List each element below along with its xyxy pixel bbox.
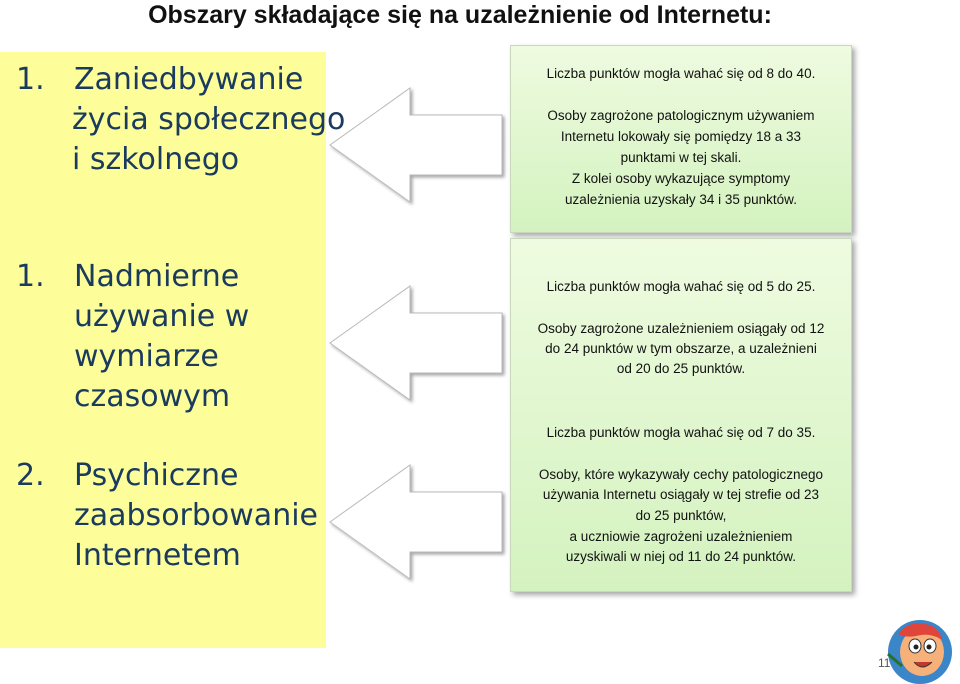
score-text-line: od 20 do 25 punktów. — [616, 361, 746, 376]
area-label-line: zaabsorbowanie — [74, 498, 318, 533]
area-label-line: Internetem — [74, 538, 241, 573]
area-number: 2. — [16, 458, 45, 493]
area-number: 1. — [16, 259, 45, 294]
score-text-line: używania Internetu osiągały w tej strefie od 23 — [542, 487, 820, 502]
area-label-line: Zaniedbywanie — [74, 62, 304, 97]
arrow-left-1 — [330, 88, 502, 202]
score-text-line: uzależnienia uzyskały 34 i 35 punktów. — [565, 192, 797, 207]
score-text-line: Liczba punktów mogła wahać się od 5 do 25. — [546, 279, 816, 294]
score-text-line: Liczba punktów mogła wahać się od 7 do 35. — [546, 425, 816, 440]
score-text-line: Internetu lokowały się pomiędzy 18 a 33 — [560, 129, 802, 144]
score-text-line: Liczba punktów mogła wahać się od 8 do 40. — [546, 66, 816, 81]
area-label-line: Psychiczne — [74, 458, 239, 493]
area-label-line: i szkolnego — [72, 142, 240, 177]
score-text-line: do 24 punktów w tym obszarze, a uzależnieni — [545, 341, 817, 356]
score-box-1 — [510, 45, 852, 233]
score-text-line: Osoby, które wykazywały cechy patologicznego — [538, 467, 824, 482]
area-number: 1. — [16, 62, 45, 97]
area-label-line: wymiarze — [74, 339, 219, 374]
area-label-line: czasowym — [74, 379, 231, 414]
score-text-line: a uczniowie zagrożeni uzależnieniem — [569, 529, 793, 544]
score-text-line: do 25 punktów, — [635, 508, 727, 523]
score-box-2 — [510, 238, 852, 592]
page-number: 11 — [878, 656, 891, 670]
arrow-left-2 — [330, 286, 502, 400]
score-text-line: punktami w tej skali. — [620, 150, 742, 165]
score-text-line: Osoby zagrożone uzależnieniem osiągały od 12 — [537, 321, 825, 336]
page-title: Obszary składające się na uzależnienie od Internetu: — [148, 1, 772, 29]
score-text-line: uzyskiwali w niej od 11 do 24 punktów. — [565, 549, 797, 564]
area-label-line: Nadmierne — [74, 259, 240, 294]
area-label-line: życia społecznego — [72, 102, 346, 137]
score-text-line: Z kolei osoby wykazujące symptomy — [571, 171, 791, 186]
arrow-left-3 — [330, 465, 502, 579]
area-label-line: używanie w — [74, 299, 250, 334]
score-text-line: Osoby zagrożone patologicznym używaniem — [547, 108, 815, 123]
cartoon-face-icon — [880, 614, 958, 684]
